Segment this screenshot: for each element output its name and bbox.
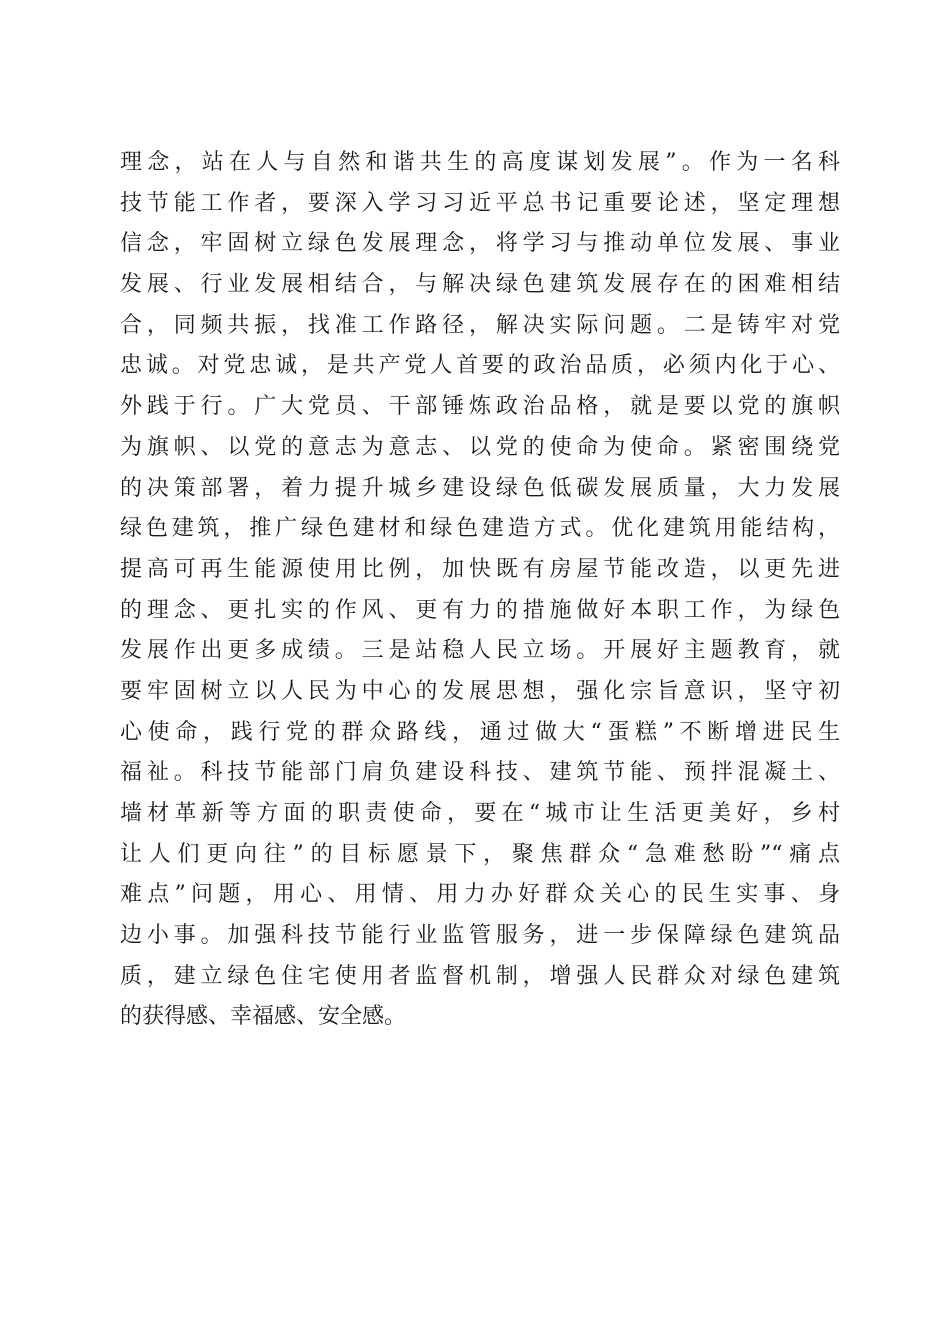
text-line: 忠诚。对党忠诚，是共产党人首要的政治品质，必须内化于心、 [120,353,840,379]
text-line: 信念，牢固树立绿色发展理念，将学习与推动单位发展、事业 [120,231,840,257]
text-line: 的理念、更扎实的作风、更有力的措施做好本职工作，为绿色 [120,597,840,623]
text-line: 合，同频共振，找准工作路径，解决实际问题。二是铸牢对党 [120,312,840,338]
text-line: 的获得感、幸福感、安全感。 [120,1004,407,1030]
text-line: 发展、行业发展相结合，与解决绿色建筑发展存在的困难相结 [120,272,840,298]
text-line: 墙材革新等方面的职责使命，要在“城市让生活更美好，乡村 [120,801,840,826]
text-line: 理念，站在人与自然和谐共生的高度谋划发展”。作为一名科 [120,150,840,175]
text-line: 要牢固树立以人民为中心的发展思想，强化宗旨意识，坚守初 [120,678,840,704]
body-paragraph [120,143,840,1038]
text-line: 外践于行。广大党员、干部锤炼政治品格，就是要以党的旗帜 [120,394,840,420]
text-line: 边小事。加强科技节能行业监管服务，进一步保障绿色建筑品 [120,923,840,949]
text-line: 发展作出更多成绩。三是站稳人民立场。开展好主题教育，就 [120,638,840,664]
text-line: 的决策部署，着力提升城乡建设绿色低碳发展质量，大力发展 [120,475,840,501]
text-line: 技节能工作者，要深入学习习近平总书记重要论述，坚定理想 [120,190,840,216]
text-line: 让人们更向往”的目标愿景下，聚焦群众“急难愁盼”“痛点 [120,841,840,867]
text-line: 提高可再生能源使用比例，加快既有房屋节能改造，以更先进 [120,556,840,582]
text-line: 质，建立绿色住宅使用者监督机制，增强人民群众对绿色建筑 [120,963,840,989]
text-line: 心使命，践行党的群众路线，通过做大“蛋糕”不断增进民生 [120,719,840,745]
text-line: 为旗帜、以党的意志为意志、以党的使命为使命。紧密围绕党 [120,434,840,460]
text-line: 绿色建筑，推广绿色建材和绿色建造方式。优化建筑用能结构， [120,516,840,542]
text-line: 难点”问题，用心、用情、用力办好群众关心的民生实事、身 [120,882,840,908]
text-line: 福祉。科技节能部门肩负建设科技、建筑节能、预拌混凝土、 [120,760,840,786]
